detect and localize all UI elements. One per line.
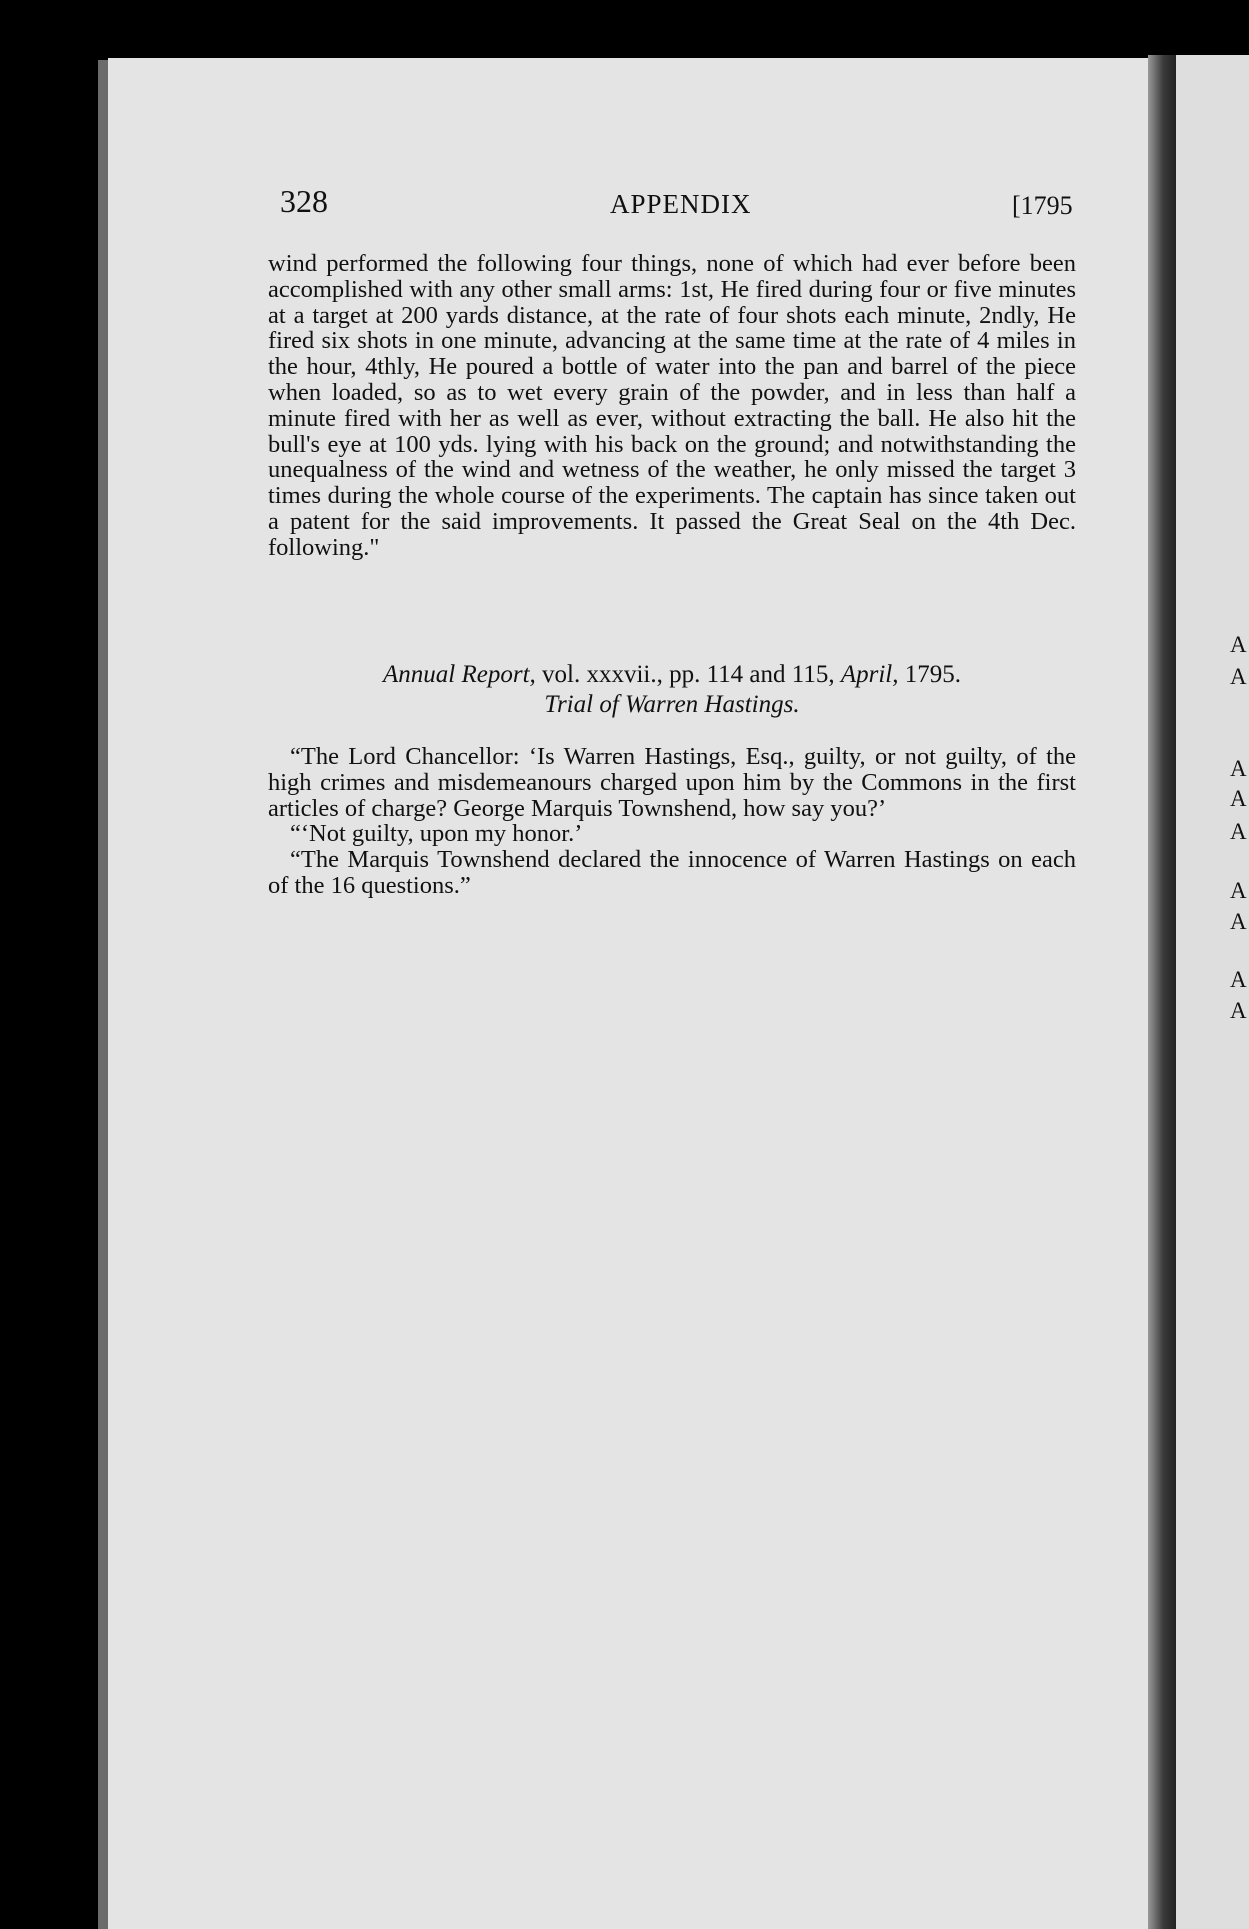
running-head xyxy=(280,183,1080,223)
citation-subtitle: Trial of Warren Hastings. xyxy=(544,691,800,718)
adjacent-letter: A xyxy=(1230,998,1247,1023)
paragraph: “The Lord Chancellor: ‘Is Warren Hastings, Esq., guilty, or not guilty, of the high crimes and misdemeanours charged upon him by the Commons in the first articles of charge? George Marquis Townshend, how say you?’ xyxy=(268,743,1076,822)
adjacent-letter: A xyxy=(1230,632,1247,657)
paragraph: wind performed the following four things, none of which had ever before been accomplished with any other small arms: 1st, He fired during four or five minutes at a target at 200 yards distance, at the rate of four shots each minute, 2ndly, He fired six shots in one minute, advancing at the same time at the rate of 4 miles in the hour, 4thly, He poured a bottle of water into the pan and barrel of the piece when loaded, so as to wet every grain of the powder, and in less than half a minute fired with her as well as ever, without extracting the ball. He also hit the bull's eye at 100 yds. lying with his back on the ground; and notwithstanding the unequalness of the wind and wetness of the weather, he only missed the target 3 times during the whole course of the experiments. The captain has since taken out a patent for the said improvements. It passed the Great Seal on the 4th Dec. following." xyxy=(268,250,1076,561)
citation-year: 1795. xyxy=(898,661,961,688)
adjacent-letter: A xyxy=(1230,909,1247,934)
citation-month: April, xyxy=(840,661,899,688)
paragraph: “‘Not guilty, upon my honor.’ xyxy=(290,820,583,848)
body-text-1 xyxy=(268,251,1076,561)
citation-pages: vol. xxxvii., pp. 114 and 115, xyxy=(535,661,841,688)
adjacent-letter: A xyxy=(1230,819,1247,844)
source-citation xyxy=(268,660,1076,720)
paragraph: “The Marquis Townshend declared the innocence of Warren Hastings on each of the 16 questions.” xyxy=(268,846,1076,899)
header-year: [1795 xyxy=(1012,191,1073,220)
citation-source: Annual Report, xyxy=(383,661,536,688)
adjacent-letter: A xyxy=(1230,967,1247,992)
adjacent-letter: A xyxy=(1230,756,1247,781)
book-gutter xyxy=(1148,55,1176,1929)
adjacent-letter: A xyxy=(1230,664,1247,689)
section-title: APPENDIX xyxy=(610,189,752,219)
adjacent-letter: A xyxy=(1230,786,1247,811)
page-number: 328 xyxy=(280,183,328,219)
citation-line xyxy=(268,660,1076,690)
adjacent-letter: A xyxy=(1230,878,1247,903)
body-text-2 xyxy=(268,744,1076,899)
